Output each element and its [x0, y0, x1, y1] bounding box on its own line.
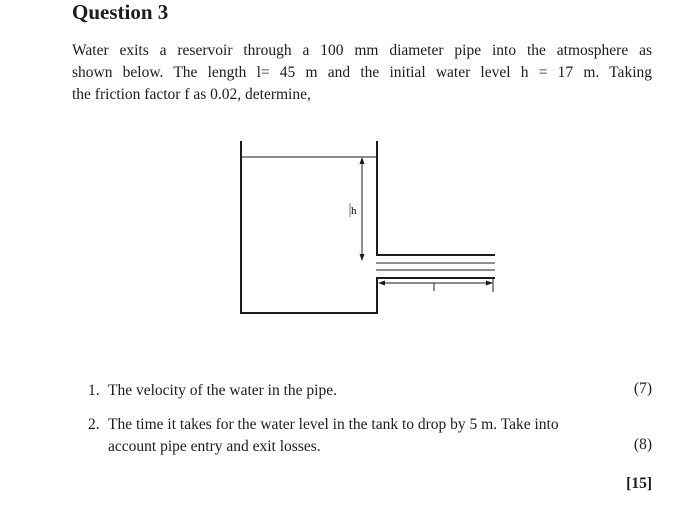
paragraph-line-2: shown below. The length l= 45 m and the initial water level h = 17 m. Taking — [72, 64, 652, 81]
paragraph-line-3: the friction factor f as 0.02, determine, — [72, 86, 311, 103]
total-marks: [15] — [626, 475, 652, 492]
h-arrow-top — [360, 157, 365, 164]
item-marks: (7) — [633, 380, 652, 397]
item-marks: (8) — [633, 436, 652, 453]
l-arrow-left — [378, 281, 385, 286]
item-number: 1. — [88, 382, 100, 399]
h-label: h — [351, 205, 357, 217]
l-arrow-right — [486, 281, 493, 286]
item-text: The velocity of the water in the pipe. — [108, 382, 337, 399]
item-number: 2. — [88, 416, 100, 433]
item-text-line-1: The time it takes for the water level in the tank to drop by 5 m. Take into — [108, 416, 559, 433]
paragraph-line-1: Water exits a reservoir through a 100 mm diameter pipe into the atmosphere as — [72, 42, 652, 59]
h-arrow-bottom — [360, 254, 365, 261]
item-text-line-2: account pipe entry and exit losses. — [108, 438, 321, 455]
question-heading: Question 3 — [72, 0, 169, 24]
